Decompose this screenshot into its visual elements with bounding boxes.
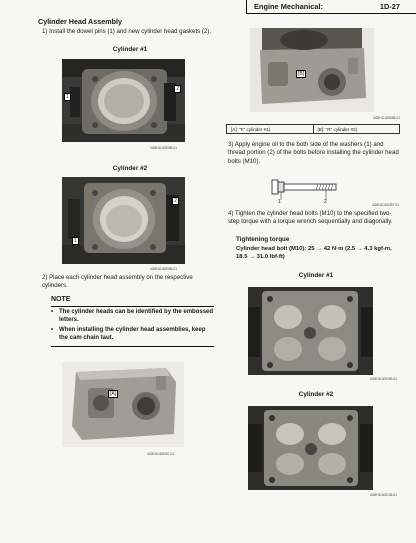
cylinder-head-photo (62, 362, 184, 447)
legend-table (226, 124, 400, 134)
callout-2: 2 (176, 86, 179, 92)
head-label: [A] (110, 391, 117, 397)
cylinder-head-photo-id: I428H11400087-01 (147, 452, 175, 456)
head-b-label: [B] (298, 71, 305, 77)
callout-1: 1 (74, 238, 77, 244)
torque-spec: Cylinder head bolt (M10): 25 → 42 N·m (2.5 → 4.3 kgf-m, 18.5 → 31.0 lbf-ft) (236, 246, 392, 260)
note-label: NOTE (51, 296, 71, 303)
section-title: Cylinder Head Assembly (38, 17, 123, 26)
cylinder-head-b-photo (250, 28, 374, 112)
cylinder-1-title: Cylinder #1 (112, 46, 148, 53)
callout-2: 2 (174, 198, 177, 204)
note-bottom-rule (51, 346, 214, 347)
bolt-callout-1: 1 (278, 199, 281, 205)
step-2: 2) Place each cylinder head assembly on the respective cylinders. (42, 274, 193, 290)
note-item-2: • When installing the cylinder head assemblies, keep the cam chain taut. (51, 327, 206, 341)
bolt-diagram-id: I428H11400357-01 (372, 203, 400, 207)
page-header (246, 0, 416, 14)
cylinder-1-photo (62, 59, 185, 142)
page-number: 1D-27 (379, 2, 400, 11)
legend-a: [A]: "F" cylinder #1) (227, 125, 314, 133)
cylinder-head-b-image (250, 28, 374, 112)
right-cylinder-2-photo-id: I428H11400135-01 (370, 493, 398, 497)
step-4: 4) Tighten the cylinder head bolts (M10) to the specified two-step torque with a torque wrench sequentially and diagonally. (228, 210, 393, 226)
note-top-rule (51, 306, 214, 307)
right-cylinder-1-photo (248, 287, 373, 375)
right-cylinder-1-title: Cylinder #1 (298, 272, 334, 279)
cylinder-1-photo-id: I428H11400085-01 (150, 146, 178, 150)
right-cylinder-2-title: Cylinder #2 (298, 391, 334, 398)
bolt-callout-2: 2 (324, 199, 327, 205)
cylinder-2-photo-id: I428H11400086-01 (150, 267, 178, 271)
header-divider (246, 0, 247, 14)
right-cylinder-1-photo-id: I428H11400089-01 (370, 377, 398, 381)
right-cylinder-1-image (248, 287, 373, 375)
note-item-1: • The cylinder heads can be identified by the embossed letters. (51, 309, 214, 323)
bolt-image (270, 172, 344, 206)
cylinder-1-image (62, 59, 185, 142)
cylinder-2-title: Cylinder #2 (112, 165, 148, 172)
right-cylinder-2-image (248, 406, 373, 490)
header-title: Engine Mechanical: (254, 2, 323, 11)
cylinder-head-b-photo-id: I428H11400088-01 (373, 116, 401, 120)
right-cylinder-2-photo (248, 406, 373, 490)
cylinder-2-image (62, 177, 185, 264)
bolt-diagram (270, 172, 344, 206)
callout-1: 1 (66, 94, 69, 100)
torque-title: Tightening torque (236, 236, 290, 243)
legend-b: [B]: "R" cylinder #2) (317, 127, 358, 132)
step-1: 1) Install the dowel pins (1) and new cylinder head gaskets (2). (42, 28, 212, 35)
cylinder-2-photo (62, 177, 185, 264)
cylinder-head-image (62, 362, 184, 447)
step-3: 3) Apply engine oil to the both side of the washers (1) and thread portion (2) of the bolts before installing the cylinder head bolts (M10). (228, 141, 399, 165)
